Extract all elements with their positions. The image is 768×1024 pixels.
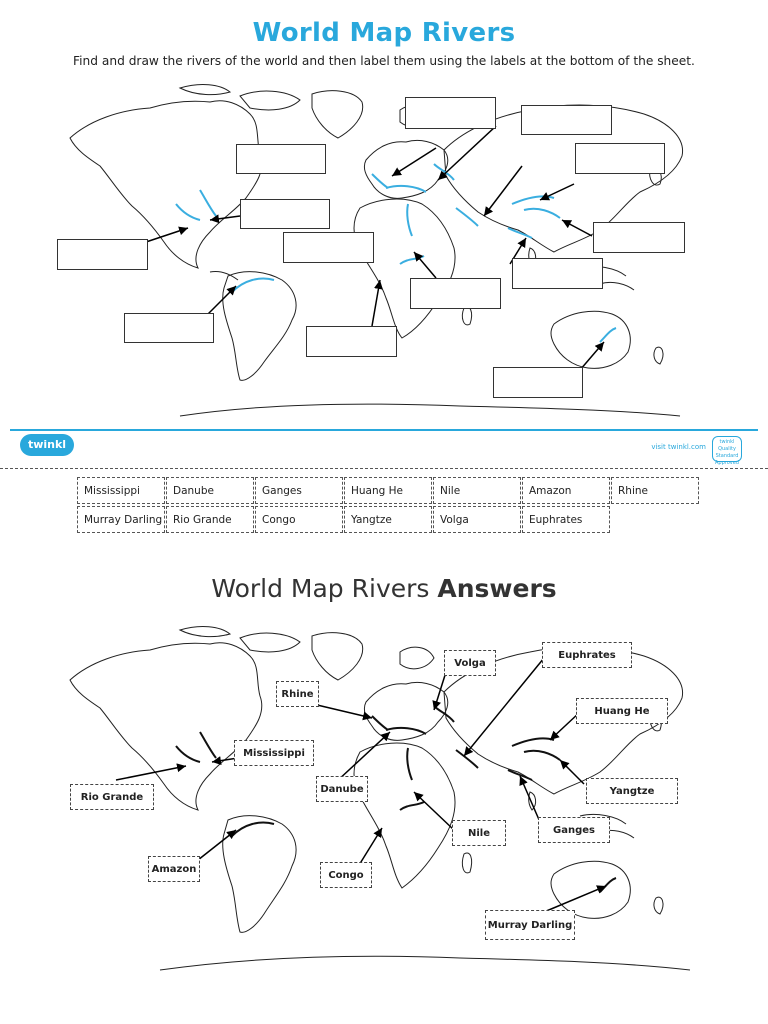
answer-label-murray-darling: Murray Darling [485, 910, 575, 940]
blank-label-box[interactable] [57, 239, 148, 270]
river-ganges-line [508, 228, 532, 238]
europe-outline [364, 682, 447, 740]
answers-title-plain: World Map Rivers [211, 574, 430, 603]
blank-label-box[interactable] [240, 199, 330, 229]
greenland-outline [312, 91, 363, 138]
river-rhine-line [372, 174, 388, 188]
blank-label-box[interactable] [124, 313, 214, 343]
answer-label-huang-he: Huang He [576, 698, 668, 724]
cutout-label[interactable]: Rio Grande [166, 506, 254, 533]
footer-divider [10, 429, 758, 431]
answers-title-bold: Answers [437, 574, 557, 603]
blank-label-box[interactable] [283, 232, 374, 263]
cutout-label[interactable]: Amazon [522, 477, 610, 504]
cutout-label[interactable]: Rhine [611, 477, 699, 504]
answer-label-yangtze: Yangtze [586, 778, 678, 804]
answer-label-rhine: Rhine [276, 681, 319, 707]
answer-label-amazon: Amazon [148, 856, 200, 882]
cutout-label[interactable]: Yangtze [344, 506, 432, 533]
river-yangtze-line [524, 209, 560, 218]
river-danube-line [386, 186, 426, 192]
blank-label-box[interactable] [512, 258, 603, 289]
antarctica-outline [160, 956, 690, 970]
worksheet-title: World Map Rivers [252, 18, 516, 48]
river-nile-line [407, 204, 412, 236]
twinkl-logo: twinkl [20, 434, 74, 456]
blank-label-box[interactable] [410, 278, 501, 309]
cutout-label[interactable]: Euphrates [522, 506, 610, 533]
antarctica-outline [180, 404, 680, 416]
rivers-black [176, 706, 616, 892]
cut-line [0, 468, 768, 469]
blank-label-box[interactable] [521, 105, 612, 135]
answer-label-mississippi: Mississippi [234, 740, 314, 766]
blank-label-box[interactable] [593, 222, 685, 253]
answer-label-ganges: Ganges [538, 817, 610, 843]
blank-label-box[interactable] [493, 367, 583, 398]
visit-link[interactable]: visit twinkl.com [651, 443, 706, 451]
answer-label-rio-grande: Rio Grande [70, 784, 154, 810]
cutout-label[interactable]: Huang He [344, 477, 432, 504]
cutout-label[interactable]: Ganges [255, 477, 343, 504]
river-rio-grande-line [176, 204, 200, 220]
answer-label-volga: Volga [444, 650, 496, 676]
quality-badge: twinkl Quality Standard Approved [712, 436, 742, 462]
cutout-label[interactable]: Volga [433, 506, 521, 533]
cutout-labels-table [77, 477, 702, 535]
cutout-label[interactable]: Nile [433, 477, 521, 504]
river-mississippi-line [200, 190, 216, 216]
cutout-label[interactable]: Danube [166, 477, 254, 504]
instruction-text: Find and draw the rivers of the world and then label them using the labels at the bottom of the sheet. [73, 54, 695, 68]
answers-title [0, 574, 768, 603]
river-murray-darling-line [600, 328, 616, 342]
river-euphrates-line [456, 208, 478, 226]
river-huang-he-line [512, 196, 554, 204]
australia-outline [551, 311, 630, 368]
blank-label-box[interactable] [306, 326, 397, 357]
cutout-label[interactable]: Murray Darling [77, 506, 165, 533]
answer-label-danube: Danube [316, 776, 368, 802]
rivers-blue [176, 164, 616, 342]
africa-outline [354, 199, 455, 338]
blank-label-box[interactable] [405, 97, 496, 129]
blank-label-box[interactable] [236, 144, 326, 174]
blank-label-box[interactable] [575, 143, 665, 174]
river-amazon-line [232, 279, 274, 293]
greenland-outline [312, 633, 363, 680]
answer-label-nile: Nile [452, 820, 506, 846]
answer-label-congo: Congo [320, 862, 372, 888]
cutout-label[interactable]: Congo [255, 506, 343, 533]
cutout-label[interactable]: Mississippi [77, 477, 165, 504]
river-volga-line [434, 164, 454, 180]
answer-label-euphrates: Euphrates [542, 642, 632, 668]
